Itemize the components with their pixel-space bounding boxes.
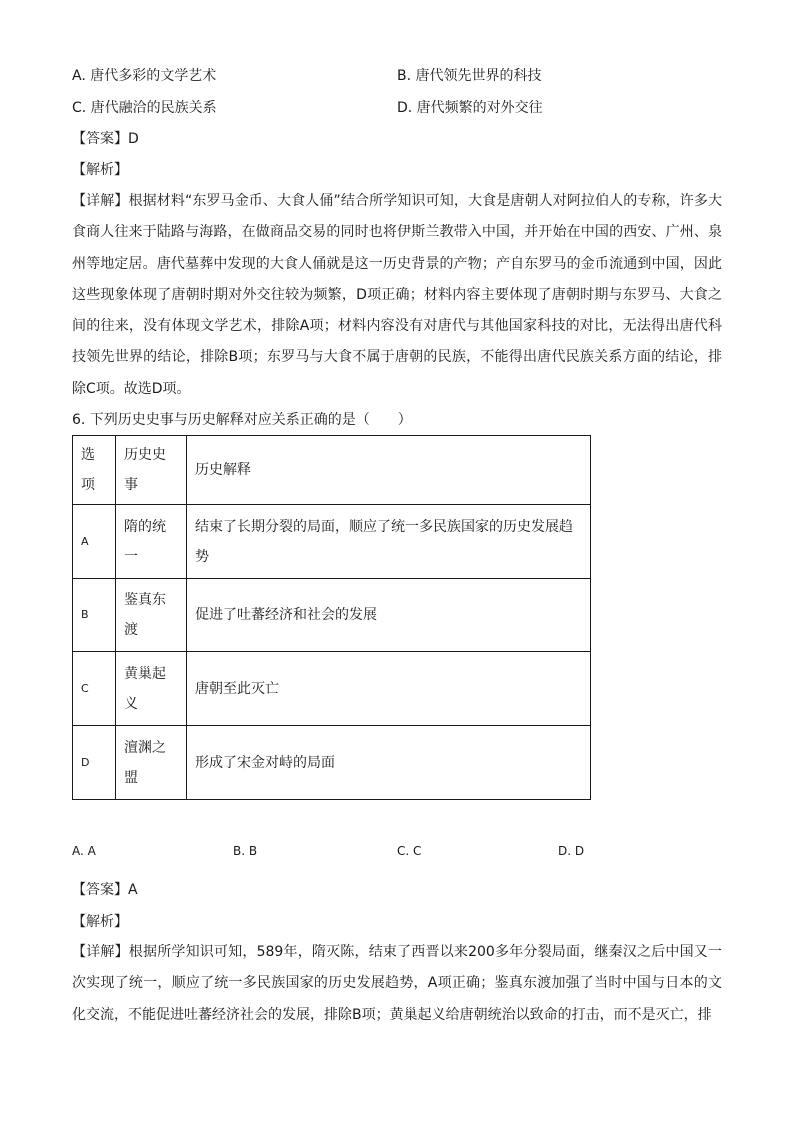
option-a: A. A <box>72 844 96 858</box>
option-b: B. B <box>233 844 258 858</box>
header-cell: 选项 <box>73 436 116 505</box>
detail-paragraph <box>72 937 722 1031</box>
row-event: 鉴真东渡 <box>116 579 187 652</box>
option-d: D. D <box>558 844 585 858</box>
analysis-label: 【解析】 <box>72 914 128 930</box>
option-d: D. 唐代频繁的对外交往 <box>397 100 543 116</box>
row-event: 黄巢起义 <box>116 652 187 726</box>
row-option: D <box>73 726 116 800</box>
row-option: C <box>73 652 116 726</box>
option-b: B. 唐代领先世界的科技 <box>397 68 542 84</box>
answer-label: 【答案】A <box>72 882 138 898</box>
detail-paragraph <box>72 186 722 405</box>
header-cell: 历史解释 <box>187 436 591 505</box>
table-row <box>73 579 591 652</box>
option-c: C. 唐代融洽的民族关系 <box>72 100 217 116</box>
question-table <box>72 435 591 800</box>
row-event: 澶渊之盟 <box>116 726 187 800</box>
analysis-label: 【解析】 <box>72 162 128 178</box>
row-explanation: 形成了宋金对峙的局面 <box>187 726 591 800</box>
row-option: A <box>73 505 116 579</box>
header-cell: 历史史事 <box>116 436 187 505</box>
table-header-row <box>73 436 591 505</box>
row-explanation: 唐朝至此灭亡 <box>187 652 591 726</box>
option-a: A. 唐代多彩的文学艺术 <box>72 68 217 84</box>
answer-label: 【答案】D <box>72 131 139 147</box>
table-row <box>73 726 591 800</box>
option-c: C. C <box>397 844 422 858</box>
detail-text: 根据所学知识可知，589年，隋灭陈，结束了西晋以来200多年分裂局面，继秦汉之后中国又一次实现了统一，顺应了统一多民族国家的历史发展趋势，A项正确；鉴真东渡加强了当时中国与日本的文化交流，不能促进吐蕃经济社会的发展，排除B项；黄巢起义给唐朝统治以致命的打击，而不是灭亡，排 <box>72 944 722 1023</box>
row-event: 隋的统一 <box>116 505 187 579</box>
detail-text: 根据材料“东罗马金币、大食人俑”结合所学知识可知，大食是唐朝人对阿拉伯人的专称，许多大食商人往来于陆路与海路，在做商品交易的同时也将伊斯兰教带入中国，并开始在中国的西安、广州、泉州等地定居。唐代墓葬中发现的大食人俑就是这一历史背景的产物；产自东罗马的金币流通到中国，因此这些现象体现了唐朝时期对外交往较为频繁，D项正确；材料内容主要体现了唐朝时期与东罗马、大食之间的往来，没有体现文学艺术，排除A项；材料内容没有对唐代与其他国家科技的对比，无法得出唐代科技领先世界的结论，排除B项；东罗马与大食不属于唐朝的民族，不能得出唐代民族关系方面的结论，排除C项。故选D项。 <box>72 193 722 397</box>
row-explanation: 结束了长期分裂的局面，顺应了统一多民族国家的历史发展趋势 <box>187 505 591 579</box>
detail-tag: 【详解】 <box>72 193 129 209</box>
table-row <box>73 652 591 726</box>
row-explanation: 促进了吐蕃经济和社会的发展 <box>187 579 591 652</box>
table-row <box>73 505 591 579</box>
row-option: B <box>73 579 116 652</box>
question-stem: 6. 下列历史史事与历史解释对应关系正确的是（ ） <box>72 412 412 428</box>
detail-tag: 【详解】 <box>72 944 129 960</box>
